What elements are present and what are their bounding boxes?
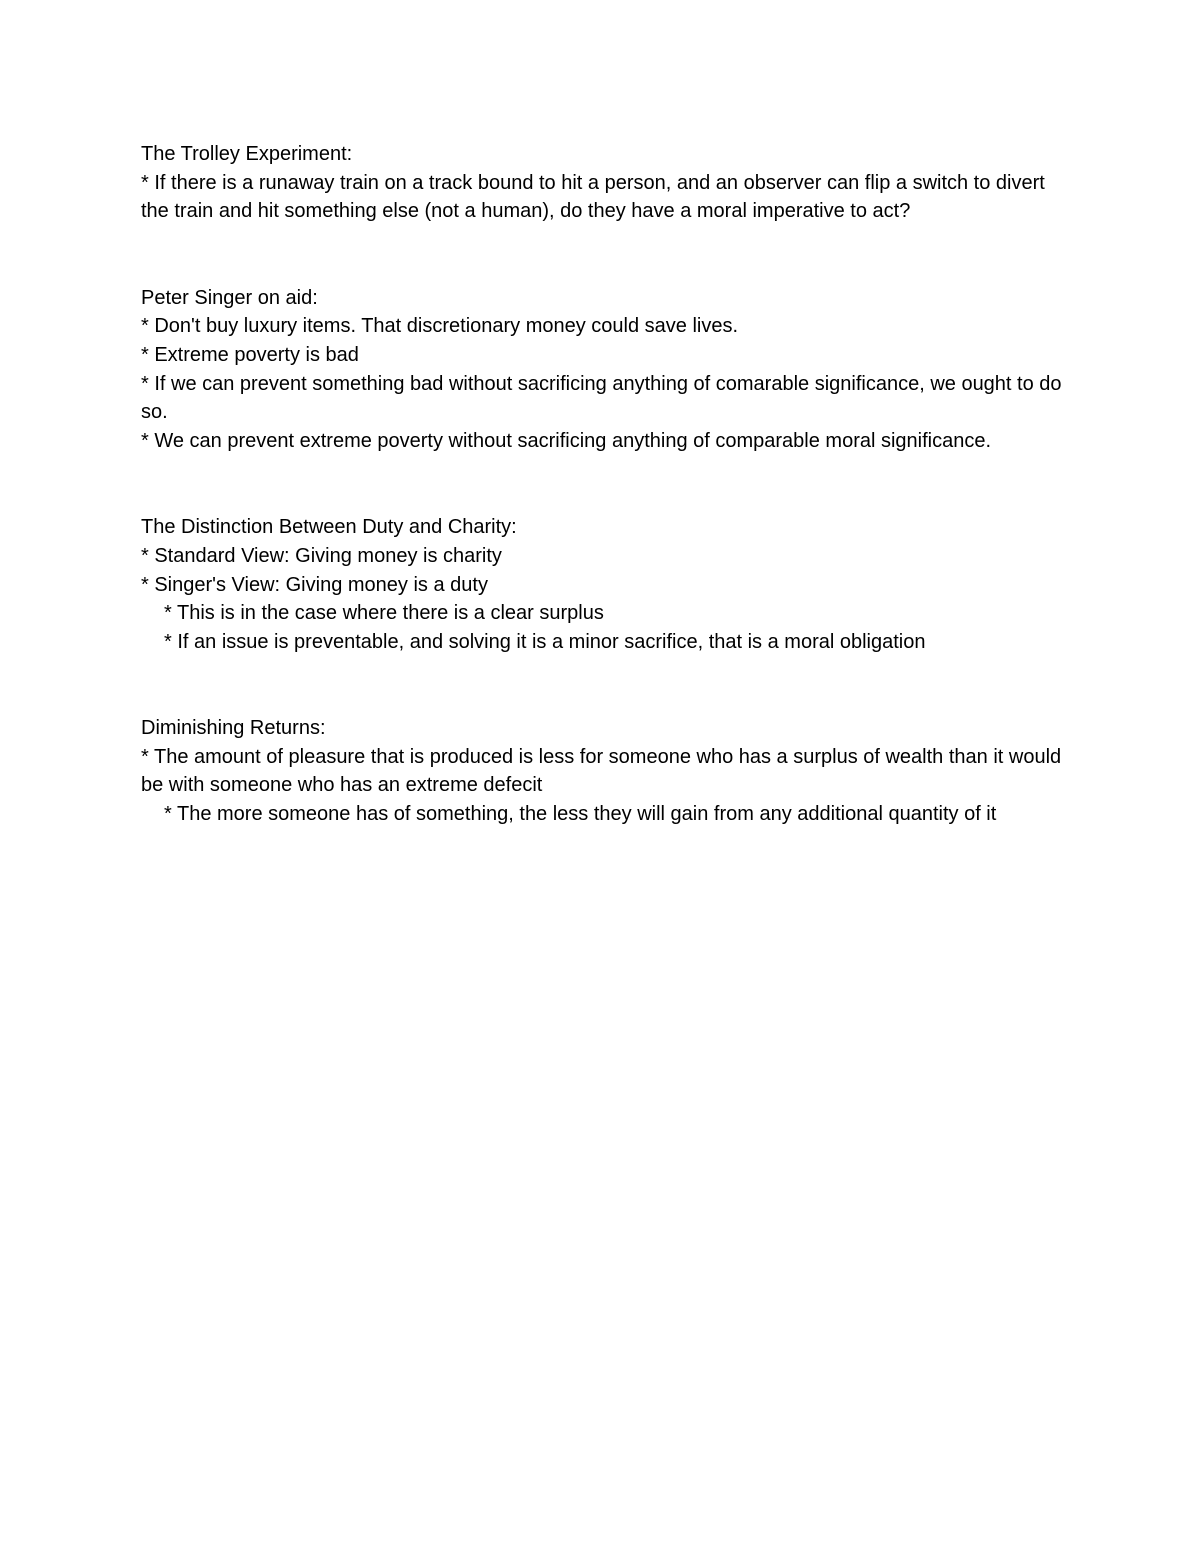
bullet-item: * The amount of pleasure that is produced is less for someone who has a surplus of wealth than it would be with someone who has an extreme defecit [141, 745, 1062, 797]
section-heading: The Distinction Between Duty and Charity: [141, 516, 517, 539]
bullet-item: * Extreme poverty is bad [141, 343, 359, 366]
document-page [141, 140, 1066, 829]
sub-bullet-item: * This is in the case where there is a clear surplus [164, 602, 604, 625]
bullet-item: * Singer's View: Giving money is a duty [141, 573, 488, 596]
sub-bullet-item [141, 800, 1066, 829]
section-trolley-experiment [141, 140, 1066, 226]
bullet-item: * We can prevent extreme poverty without sacrificing anything of comparable moral significance. [141, 430, 992, 453]
bullet-item: * Standard View: Giving money is charity [141, 544, 502, 567]
section-peter-singer-on-aid [141, 284, 1066, 456]
bullet-item: * If there is a runaway train on a track bound to hit a person, and an observer can flip a switch to divert the train and hit something else (not a human), do they have a moral imperative to act? [141, 171, 1045, 223]
section-heading: The Trolley Experiment: [141, 143, 353, 165]
section-diminishing-returns [141, 714, 1066, 829]
sub-bullet-text: * The more someone has of something, the less they will gain from any additional quantity of it [164, 803, 997, 826]
bullet-item: * Don't buy luxury items. That discretionary money could save lives. [141, 315, 739, 338]
bullet-item: * If we can prevent something bad without sacrificing anything of comarable significance, we ought to do so. [141, 372, 1062, 424]
section-duty-and-charity [141, 513, 1066, 657]
sub-bullet-item: * If an issue is preventable, and solving it is a minor sacrifice, that is a moral obligation [164, 630, 926, 653]
section-heading: Peter Singer on aid: [141, 286, 318, 309]
section-heading: Diminishing Returns: [141, 717, 326, 740]
